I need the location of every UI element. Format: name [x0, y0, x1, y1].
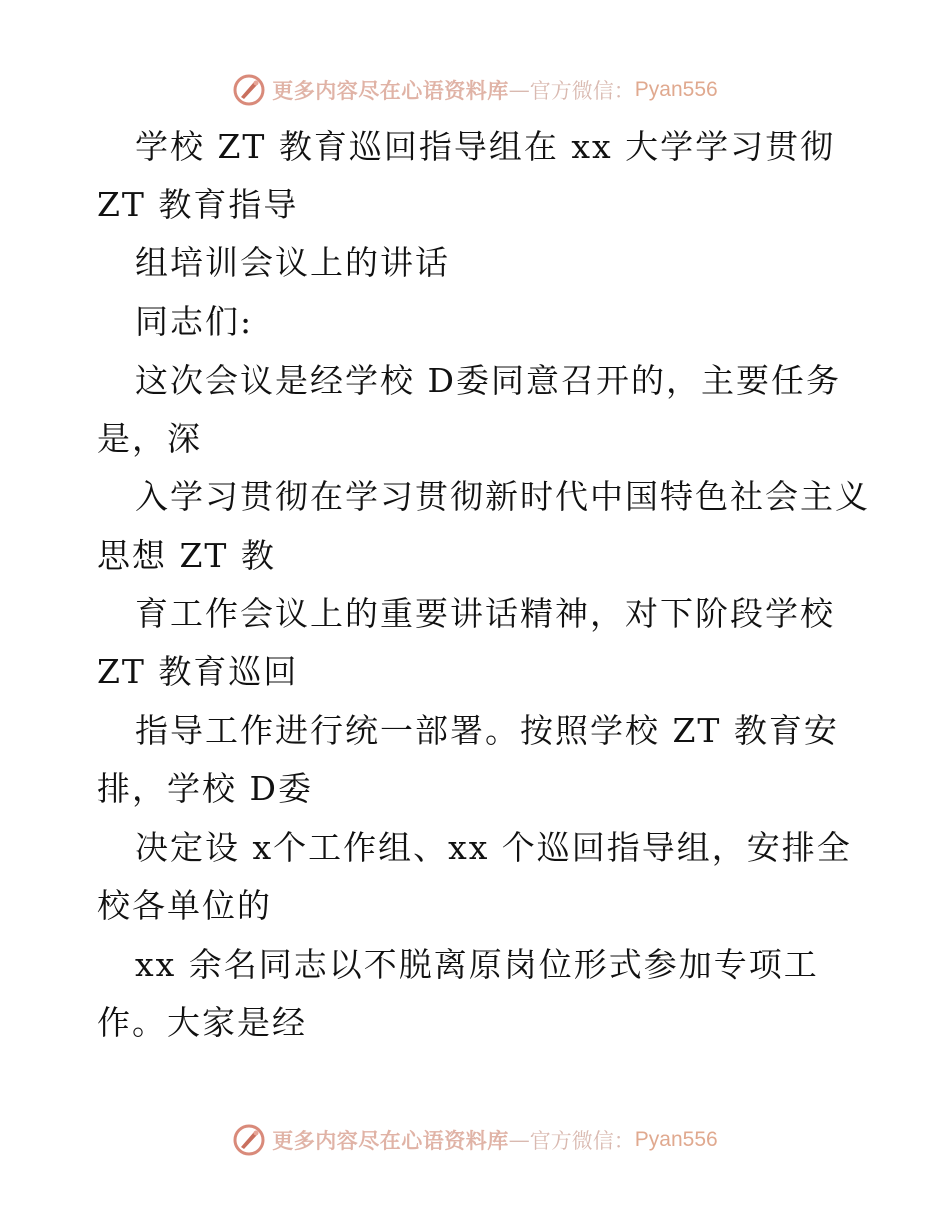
doc-line: 是，深: [97, 419, 202, 458]
watermark-sub-text: 官方微信：: [529, 79, 635, 103]
watermark-wechat-id: Pyan556: [634, 1128, 718, 1151]
doc-line: 指导工作进行统一部署。按照学校 ZT 教育安: [135, 711, 839, 750]
watermark-separator: —: [508, 78, 530, 102]
watermark-wechat-id: Pyan556: [634, 78, 718, 101]
watermark-sub-text: 官方微信：: [529, 1129, 635, 1153]
pen-logo-icon: [232, 73, 266, 107]
watermark-separator: —: [508, 1128, 530, 1152]
pen-logo-icon: [232, 1123, 266, 1157]
doc-line: ZT 教育指导: [97, 185, 299, 224]
doc-line: ZT 教育巡回: [97, 652, 299, 691]
doc-line: 排，学校 D委: [97, 769, 313, 808]
doc-line: 作。大家是经: [97, 1003, 307, 1042]
doc-line: 同志们:: [135, 302, 254, 341]
doc-line: xx 余名同志以不脱离原岗位形式参加专项工: [135, 945, 819, 984]
watermark-main-text: 更多内容尽在心语资料库: [272, 1128, 509, 1153]
doc-line: 育工作会议上的重要讲话精神，对下阶段学校: [135, 594, 835, 633]
doc-line: 这次会议是经学校 D委同意召开的，主要任务: [135, 361, 841, 400]
footer-watermark: [0, 1120, 950, 1160]
doc-line: 入学习贯彻在学习贯彻新时代中国特色社会主义: [135, 477, 870, 516]
doc-line: 组培训会议上的讲话: [135, 243, 450, 282]
watermark-main-text: 更多内容尽在心语资料库: [272, 78, 509, 103]
doc-line: 校各单位的: [97, 886, 272, 925]
header-watermark: [0, 70, 950, 110]
doc-line: 思想 ZT 教: [97, 536, 276, 575]
doc-line: 学校 ZT 教育巡回指导组在 xx 大学学习贯彻: [135, 127, 836, 166]
doc-line: 决定设 x个工作组、xx 个巡回指导组，安排全: [135, 828, 852, 867]
